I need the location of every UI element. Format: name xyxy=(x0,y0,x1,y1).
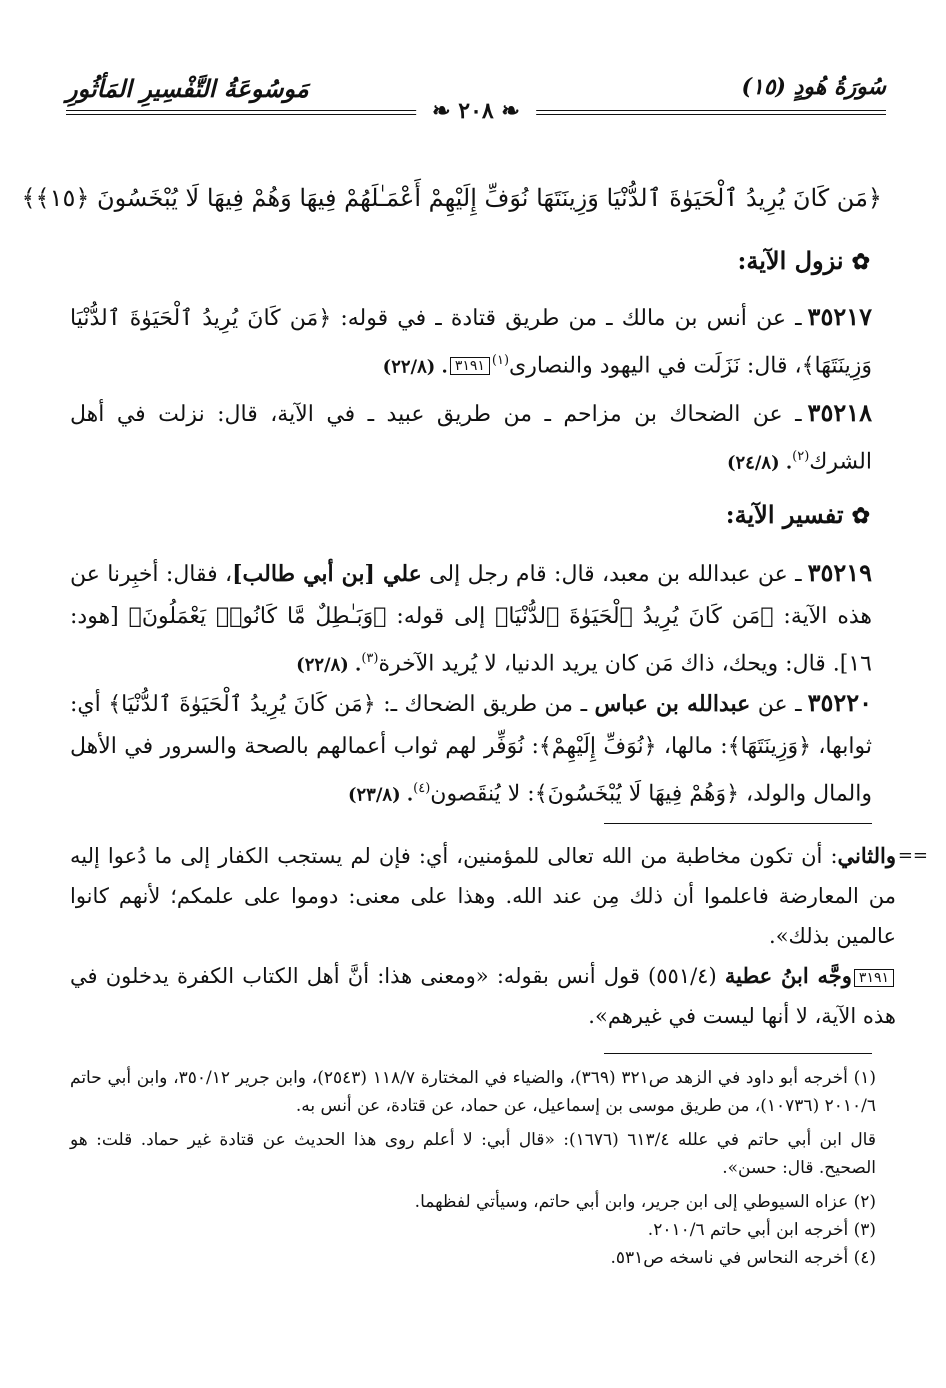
footnote: قال ابن أبي حاتم في علله ٦١٣/٤ (١٦٧٦): «قال أبي: لا أعلم روى هذا الحديث عن قتادة غير حماد. قلت: هو الصحيح. قال: حسن». xyxy=(70,1130,876,1178)
entry-number: ٣٥٢١٧ xyxy=(807,302,872,331)
hadith-entry xyxy=(70,296,872,388)
page-number: ❧ ٢٠٨ ❧ xyxy=(416,98,536,124)
entry-text: ـ عن الضحاك بن مزاحم ـ من طريق عبيد ـ في الآية، قال: نزلت في أهل الشرك xyxy=(70,402,872,475)
footnote: (٤) أخرجه النحاس في ناسخه ص٥٣١. xyxy=(610,1248,876,1268)
continuation-marker: == xyxy=(897,845,928,866)
cross-ref-box: ٣١٩١ xyxy=(854,969,894,987)
section-heading-tafsir: ✿تفسير الآية: xyxy=(725,500,870,529)
footnote: (٣) أخرجه ابن أبي حاتم ٢٠١٠/٦. xyxy=(647,1220,876,1240)
quran-verse: ﴿مَن كَانَ يُرِيدُ ٱلْحَيَوٰةَ ٱلدُّنْيَا وَزِينَتَهَا نُوَفِّ إِلَيْهِمْ أَعْمَـٰلَهُمْ فِيهَا وَهُمْ فِيهَا لَا يُبْخَسُونَ ﴿١٥﴾﴾ xyxy=(21,184,882,212)
footnote: (١) أخرجه أبو داود في الزهد ص٣٢١ (٣٦٩)، والضياء في المختارة ١١٨/٧ (٢٥٤٣)، وابن جرير ٣٥٠/١٢، وابن أبي حاتم ٢٠١٠/٦ (١٠٧٣٦)، من طريق موسى بن إسماعيل، عن حماد، عن قتادة، عن أنس به. xyxy=(70,1068,877,1116)
hadith-entry xyxy=(70,392,872,484)
hadith-entry: ٣٥٢٢٠ـ عن عبدالله بن عباس ـ من طريق الضحاك ـ: ﴿مَن كَانَ يُرِيدُ ٱلْحَيَوٰةَ ٱلدُّنْيَا﴾ أي: ثوابها، ﴿وَزِينَتَهَا﴾: مالها، ﴿نُوَفِّ إِلَيْهِمْ﴾: نُوَفِّر لهم ثواب أعمالهم بالصحة والسرور في الأهل والمال والولد، ﴿وَهُمْ فِيهَا لَا يُبْخَسُونَ﴾: لا يُنقَصون$^{(٤)}$. (٢٣/٨) xyxy=(70,688,873,807)
narrator-name: علي [بن أبي طالب] xyxy=(232,561,422,587)
volume-ref: . (٢٢/٨) xyxy=(296,654,362,676)
entry-text: ـ عن أنس بن مالك ـ من طريق قتادة ـ في قوله: ﴿مَن كَانَ يُرِيدُ ٱلْحَيَوٰةَ ٱلدُّنْيَا وَزِينَتَهَا﴾، قال: نَزَلَت في اليهود والنصارى xyxy=(70,306,872,379)
hadith-entry: ٣٥٢١٩ـ عن عبدالله بن معبد، قال: قام رجل إلى علي [بن أبي طالب]، فقال: أخبِرنا عن هذه الآية: ﴿مَن كَانَ يُرِيدُ ٱلْحَيَوٰةَ ٱلدُّنْيَا﴾ إلى قوله: ﴿وَبَـٰطِلٌ مَّا كَانُوا۟ يَعْمَلُونَ﴾ [هود: ١٦]. قال: ويحك، ذاك مَن كان يريد الدنيا، لا يُريد الآخرة$^{(٣)}$. (٢٢/٨) xyxy=(70,558,873,677)
footnote-mark: (٣) xyxy=(361,651,379,666)
section-heading-nuzul: ✿نزول الآية: xyxy=(737,246,870,275)
footnote: (٢) عزاه السيوطي إلى ابن جرير، وابن أبي حاتم، وسيأتي لفظهما. xyxy=(414,1192,876,1212)
volume-ref: . (٢٣/٨) xyxy=(347,784,414,806)
entry-number: ٣٥٢١٩ xyxy=(807,558,873,587)
narrator-name: عبدالله بن عباس xyxy=(594,691,751,717)
surah-title: سُورَةُ هُودٍ (١٥) xyxy=(741,74,886,100)
volume-ref: . (٢٢/٨) xyxy=(382,356,448,378)
entry-number: ٣٥٢٢٠ xyxy=(807,688,873,717)
footnote-mark: (٤) xyxy=(413,781,431,796)
volume-ref: . (٢٤/٨) xyxy=(726,452,793,474)
page-header xyxy=(66,70,886,128)
footnote-mark: (٢) xyxy=(792,449,810,464)
flower-ornament-icon: ✿ xyxy=(851,503,870,529)
book-title: مَوسُوعَةُ التَّفْسِيرِ المَأثُورِ xyxy=(66,74,309,103)
commentary-continuation: == والثاني: أن تكون مخاطبة من الله تعالى للمؤمنين، أي: فإن لم يستجب الكفار إلى ما دُعوا إليه من المعارضة فاعلموا أن ذلك مِن عند الله. وهذا على معنى: دوموا على علمكم؛ لأنهم كانوا عالمين بذلك». ٣١٩١وجَّه ابنُ عطية (٥٥١/٤) قول أنس بقوله: «ومعنى هذا: أنَّ أهل الكتاب الكفرة يدخلون في هذه الآية، لا أنها ليست في غيرهم». xyxy=(70,836,896,1036)
flower-ornament-icon: ✿ xyxy=(851,249,870,275)
cross-ref-box: ٣١٩١ xyxy=(450,357,490,375)
entry-number: ٣٥٢١٨ xyxy=(807,398,872,427)
separator-line xyxy=(604,823,872,824)
footnotes xyxy=(70,1064,876,1272)
footnote-mark: (١) xyxy=(491,353,510,368)
separator-line xyxy=(604,1053,872,1054)
